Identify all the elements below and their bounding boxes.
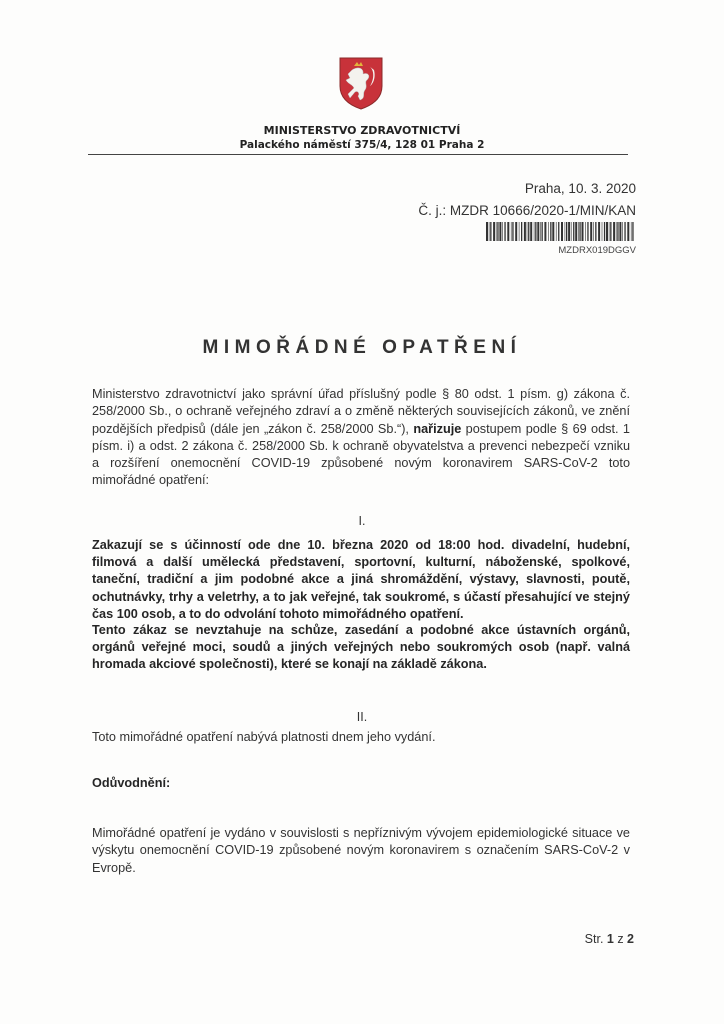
reasoning-heading: Odůvodnění: (92, 776, 171, 790)
place-date: Praha, 10. 3. 2020 (524, 181, 636, 196)
section-1-numeral: I. (358, 514, 366, 528)
reasoning-paragraph: Mimořádné opatření je vydáno v souvislosti s nepříznivým vývojem epidemiologické situace ve výskytu onemocnění COVID-19 způsobené novým koronavirem s označením SARS-CoV-2 v Evropě. (92, 826, 630, 875)
barcode-bar (604, 222, 605, 241)
barcode-bar (504, 222, 505, 241)
barcode-bar (507, 222, 509, 241)
barcode-bar (590, 222, 592, 241)
barcode-bar (571, 222, 572, 241)
barcode-bar (519, 222, 520, 241)
barcode-bar (566, 222, 567, 241)
barcode-bar (578, 222, 579, 241)
barcode-bar (579, 222, 580, 241)
barcode-bar (593, 222, 594, 241)
page-prefix: Str. (584, 932, 607, 946)
barcode-bar (624, 222, 625, 241)
barcode-bar (595, 222, 596, 241)
barcode-bar (598, 222, 600, 241)
barcode-bar (631, 222, 632, 241)
barcode-bar (490, 222, 491, 241)
intro-text-1: Ministerstvo zdravotnictví jako správní úřad příslušný podle § 80 odst. 1 písm. g) zákona č. 258/2000 Sb., o ochraně veřejného zdraví a o změně některých souvisejících zákonů, ve znění pozdějších předpisů (dále jen „zákon č. 258/2000 Sb.“), (92, 387, 630, 436)
exemption-paragraph: Tento zákaz se nevztahuje na schůze, zasedání a podobné akce ústavních orgánů, orgánů veřejné moci, soudů a jiných veřejných nebo soukromých osob (např. valná hromada akciové společnosti), které se konají na základě zákona. (92, 623, 630, 672)
intro-text-2: postupem podle § 69 odst. 1 písm. i) a odst. 2 zákona č. 258/2000 Sb. k ochraně obyvatelstva a prevenci nebezpečí vzniku a rozšíření onemocnění COVID-19 způsobené novým koronavirem SARS-CoV-2 toto mimořádné opatření: (92, 421, 630, 488)
barcode-bar (622, 222, 623, 241)
page-sep: z (613, 932, 628, 946)
barcode-bar (502, 222, 503, 241)
barcode-bar (493, 222, 495, 241)
effect-paragraph: Toto mimořádné opatření nabývá platnosti dnem jeho vydání. (92, 730, 436, 744)
barcode-bar (613, 222, 615, 241)
barcode-bar (512, 222, 513, 241)
barcode-bar (542, 222, 543, 241)
barcode-icon (486, 222, 636, 241)
barcode-bar (573, 222, 574, 241)
document-title: MIMOŘÁDNÉ OPATŘENÍ (202, 337, 522, 358)
barcode-bar (556, 222, 557, 241)
barcode-bar (527, 222, 528, 241)
barcode-bar (535, 222, 536, 241)
czech-coat-of-arms-icon (338, 56, 384, 110)
page-total: 2 (627, 932, 634, 946)
header-divider (88, 154, 628, 155)
barcode-bar (530, 222, 532, 241)
barcode-bar (528, 222, 529, 241)
ministry-name: MINISTERSTVO ZDRAVOTNICTVÍ (263, 124, 461, 137)
barcode-bar (565, 222, 566, 241)
barcode-bar (606, 222, 608, 241)
barcode-bar (489, 222, 490, 241)
barcode-bar (540, 222, 541, 241)
barcode-bar (585, 222, 586, 241)
barcode-bar (521, 222, 522, 241)
barcode-text: MZDRX019DGGV (558, 245, 636, 256)
section-2-numeral: II. (356, 710, 368, 724)
page-current: 1 (606, 932, 614, 946)
barcode-bar (568, 222, 570, 241)
barcode-bar (496, 222, 497, 241)
barcode-bar (550, 222, 551, 241)
page-number (585, 932, 634, 946)
barcode-bar (602, 222, 603, 241)
barcode-bar (632, 222, 633, 241)
barcode-bar (537, 222, 539, 241)
barcode-bar (610, 222, 611, 241)
barcode-bar (515, 222, 517, 241)
barcode-bar (499, 222, 501, 241)
intro-verb: nařizuje (413, 421, 462, 436)
barcode-bar (617, 222, 618, 241)
barcode-bar (587, 222, 588, 241)
reference-number: Č. j.: MZDR 10666/2020-1/MIN/KAN (418, 203, 636, 218)
barcode-bar (552, 222, 554, 241)
barcode-bar (511, 222, 512, 241)
barcode-bar (609, 222, 610, 241)
barcode-bar (548, 222, 549, 241)
barcode-bar (558, 222, 559, 241)
barcode-bar (616, 222, 617, 241)
barcode-bar (534, 222, 535, 241)
ministry-address: Palackého náměstí 375/4, 128 01 Praha 2 (239, 139, 485, 151)
barcode-bar (619, 222, 621, 241)
barcode-bar (561, 222, 563, 241)
barcode-bar (486, 222, 488, 241)
intro-paragraph (92, 386, 630, 490)
barcode-bar (575, 222, 577, 241)
barcode-bar (627, 222, 629, 241)
ban-paragraph: Zakazují se s účinností ode dne 10. března 2020 od 18:00 hod. divadelní, hudební, filmová a další umělecká představení, sportovní, kulturní, náboženské, spolkové, taneční, tradiční a jim podobné akce a jiná shromáždění, výstavy, slavnosti, poutě, ochutnávky, trhy a veletrhy, a to jak veřejné, tak soukromé, s účastí přesahující ve stejný čas 100 osob, a to do odvolání tohoto mimořádného opatření. (92, 538, 630, 621)
barcode-bar (544, 222, 546, 241)
barcode-bar (497, 222, 498, 241)
barcode-bar (582, 222, 584, 241)
barcode-bar (524, 222, 526, 241)
